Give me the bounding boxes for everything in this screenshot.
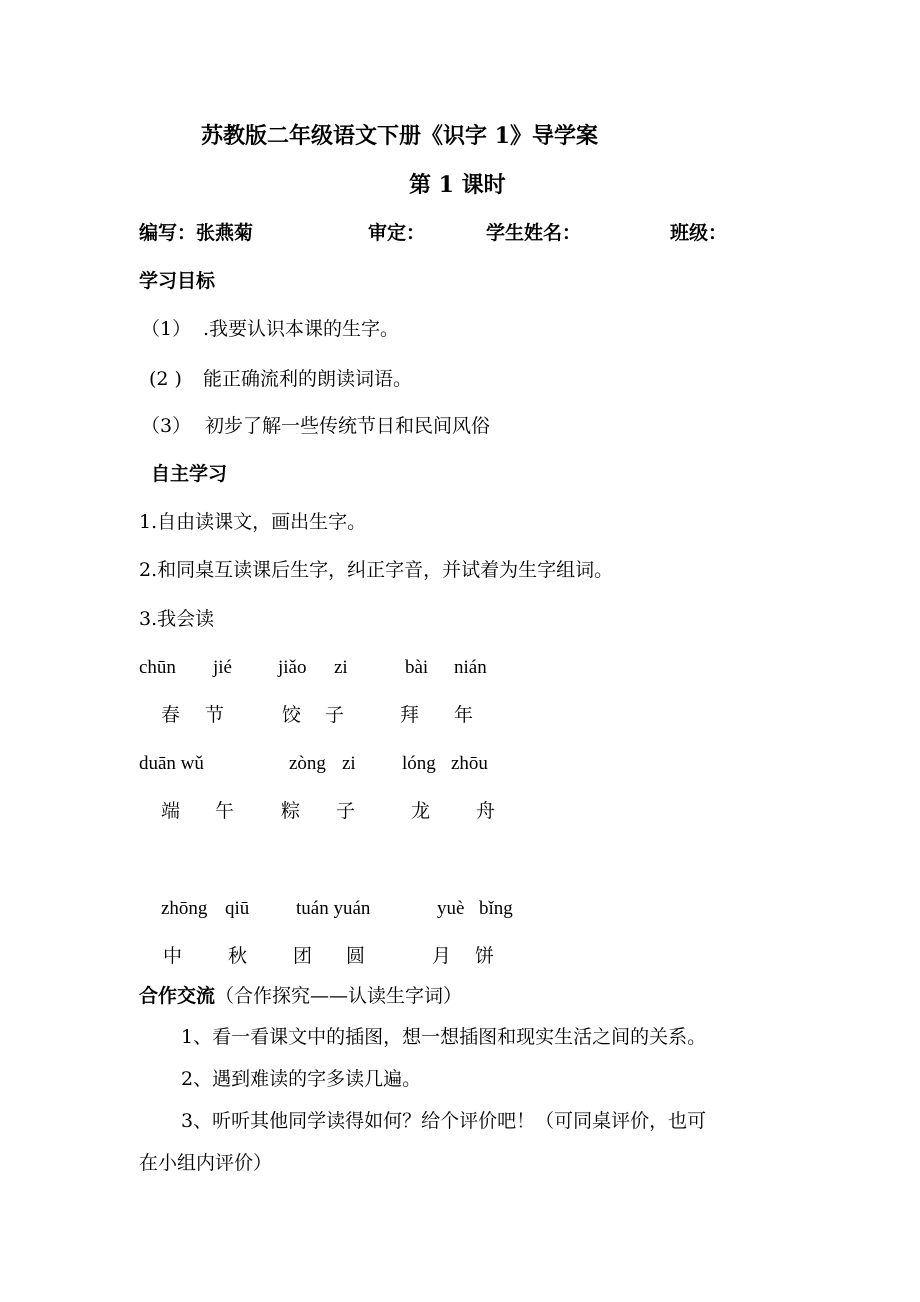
pinyin: chūn xyxy=(139,657,176,678)
hanzi: 子 xyxy=(325,704,345,726)
self-study-item: 1.自由读课文，画出生字。 xyxy=(139,511,367,533)
cooperation-heading-line xyxy=(139,984,462,1008)
self-study-item: 3.我会读 xyxy=(139,608,215,630)
self-study-item: 2.和同桌互读课后生字，纠正字音，并试着为生字组词。 xyxy=(139,559,614,581)
hanzi: 春 xyxy=(161,704,181,726)
student-name-field: 学生姓名： xyxy=(486,222,582,244)
cooperation-item: 3、听听其他同学读得如何？给个评价吧！（可同桌评价，也可 xyxy=(181,1110,707,1132)
objective-number: (2 ) xyxy=(149,368,182,390)
pinyin: zi xyxy=(334,657,348,678)
pinyin: zhōu xyxy=(451,753,488,774)
pinyin: qiū xyxy=(225,898,250,919)
pinyin: lóng xyxy=(402,753,436,774)
lesson-number: 第 1 课时 xyxy=(409,172,506,198)
author-field: 编写：张燕菊 xyxy=(139,222,254,244)
hanzi: 拜 xyxy=(400,704,420,726)
hanzi: 饼 xyxy=(475,945,495,967)
cooperation-heading: 合作交流 xyxy=(139,985,216,1007)
objective-number: （3） xyxy=(141,415,192,437)
objective-text: .我要认识本课的生字。 xyxy=(203,318,400,340)
self-study-heading: 自主学习 xyxy=(151,463,228,485)
objective-number: （1） xyxy=(141,318,192,340)
hanzi: 团 xyxy=(293,945,313,967)
pinyin: jié xyxy=(213,657,232,678)
pinyin: jiǎo xyxy=(278,657,307,678)
hanzi: 中 xyxy=(163,945,183,967)
pinyin: duān wǔ xyxy=(139,753,204,774)
pinyin: nián xyxy=(454,657,487,678)
class-field: 班级： xyxy=(670,222,728,244)
hanzi: 年 xyxy=(454,704,474,726)
cooperation-item-continued: 在小组内评价） xyxy=(139,1152,273,1174)
hanzi: 圆 xyxy=(346,945,366,967)
hanzi: 子 xyxy=(336,800,356,822)
pinyin: zòng xyxy=(289,753,326,774)
hanzi: 舟 xyxy=(476,800,496,822)
cooperation-subheading: （合作探究——认读生字词） xyxy=(215,985,463,1007)
hanzi: 端 xyxy=(161,800,181,822)
pinyin: yuè xyxy=(437,898,465,919)
hanzi: 节 xyxy=(205,704,225,726)
pinyin: bài xyxy=(405,657,429,678)
hanzi: 粽 xyxy=(281,800,301,822)
hanzi: 秋 xyxy=(228,945,248,967)
objectives-heading: 学习目标 xyxy=(139,270,216,292)
objective-text: 初步了解一些传统节日和民间风俗 xyxy=(205,415,491,437)
cooperation-item: 2、遇到难读的字多读几遍。 xyxy=(181,1068,422,1090)
pinyin: tuán yuán xyxy=(296,898,371,919)
hanzi: 午 xyxy=(215,800,235,822)
objective-text: 能正确流利的朗读词语。 xyxy=(203,368,413,390)
hanzi: 饺 xyxy=(282,704,302,726)
document-title: 苏教版二年级语文下册《识字 1》导学案 xyxy=(201,123,598,149)
pinyin: bǐng xyxy=(479,898,513,919)
hanzi: 龙 xyxy=(411,800,431,822)
hanzi: 月 xyxy=(432,945,452,967)
pinyin: zhōng xyxy=(161,898,208,919)
cooperation-item: 1、看一看课文中的插图，想一想插图和现实生活之间的关系。 xyxy=(181,1026,707,1048)
pinyin: zi xyxy=(342,753,356,774)
review-field: 审定： xyxy=(368,222,426,244)
